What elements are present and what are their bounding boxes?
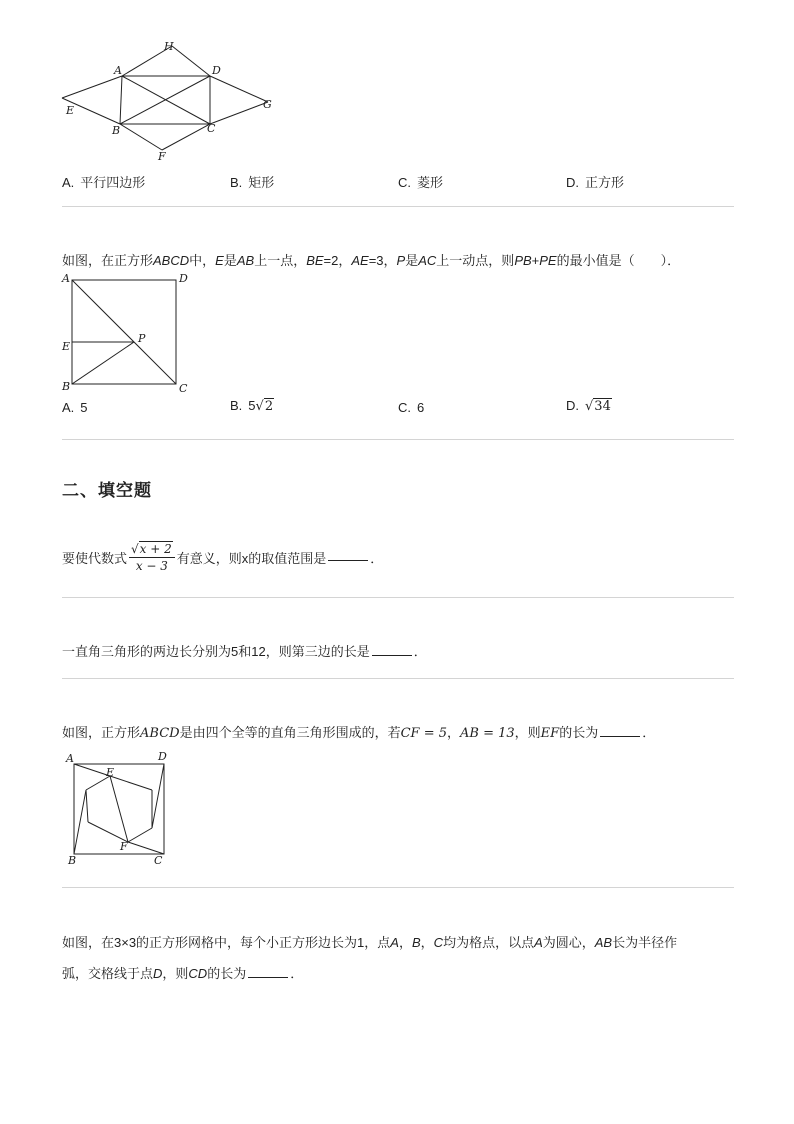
answer-blank[interactable] bbox=[328, 550, 368, 561]
q2-label-P: P bbox=[138, 332, 146, 345]
section-title: 二、填空题 bbox=[62, 481, 152, 501]
answer-blank[interactable] bbox=[248, 967, 288, 978]
option-label: C. bbox=[398, 175, 411, 190]
q5-label-E: E bbox=[106, 766, 115, 779]
q2-option-b[interactable]: B. 5√2 bbox=[230, 398, 274, 414]
answer-blank[interactable] bbox=[372, 645, 412, 656]
q2-label-D: D bbox=[179, 272, 188, 285]
q5-label-B: B bbox=[68, 854, 77, 866]
option-label: B. bbox=[230, 175, 243, 190]
divider bbox=[62, 678, 734, 679]
q1-label-D: D bbox=[212, 64, 221, 77]
q5-stem: 如图，正方形ABCD是由四个全等的直角三角形围成的，若CF = 5，AB = 13，则EF的长为 ． bbox=[62, 725, 656, 741]
q1-label-C: C bbox=[207, 122, 216, 135]
option-text: 菱形 bbox=[417, 175, 444, 190]
q2-label-A: A bbox=[62, 272, 70, 285]
q2-label-C: C bbox=[179, 382, 188, 395]
q1-option-b[interactable] bbox=[230, 172, 274, 191]
q2-label-E: E bbox=[62, 340, 71, 353]
q1-option-d[interactable] bbox=[566, 172, 624, 191]
q5-label-F: F bbox=[120, 840, 128, 853]
option-label: A. bbox=[62, 175, 75, 190]
q3-stem: 要使代数式 $\frac{√x + 2}{x - 3}$ 有意义，则x的取值范围是 ． bbox=[62, 542, 384, 573]
option-text: 矩形 bbox=[248, 175, 275, 190]
q2-option-d[interactable]: D. √34 bbox=[566, 398, 611, 414]
divider bbox=[62, 439, 734, 440]
q5-label-C: C bbox=[154, 854, 163, 866]
q5-figure bbox=[62, 748, 174, 866]
divider bbox=[62, 597, 734, 598]
q1-label-G: G bbox=[263, 98, 272, 111]
q1-line-EG-upper bbox=[62, 76, 122, 98]
option-text: 正方形 bbox=[585, 175, 625, 190]
q1-option-a[interactable] bbox=[62, 172, 145, 191]
q1-figure bbox=[60, 38, 290, 166]
q1-label-E: E bbox=[66, 104, 75, 117]
q1-label-H: H bbox=[164, 40, 174, 53]
q2-label-B: B bbox=[62, 380, 71, 393]
q5-label-A: A bbox=[66, 752, 74, 765]
q2-stem: 如图，在正方形ABCD中，E是AB上一点，BE=2，AE=3，P是AC上一动点，则PB+PE的最小值是（ ）． bbox=[62, 253, 681, 268]
q2-figure bbox=[58, 272, 198, 396]
q6-stem-line2: 弧，交格线于点D，则CD的长为 ． bbox=[62, 966, 304, 981]
divider bbox=[62, 887, 734, 888]
q1-label-A: A bbox=[114, 64, 122, 77]
option-label: D. bbox=[566, 175, 579, 190]
q5-label-D: D bbox=[158, 750, 167, 763]
q2-option-a[interactable]: A. 5 bbox=[62, 400, 88, 415]
divider bbox=[62, 206, 734, 207]
q1-label-B: B bbox=[112, 124, 121, 137]
q3-fraction: $\frac{√x + 2}{x - 3}$ bbox=[129, 542, 175, 573]
q4-stem: 一直角三角形的两边长分别为5和12，则第三边的长是 ． bbox=[62, 644, 427, 659]
answer-blank[interactable] bbox=[600, 726, 640, 737]
q6-stem-line1: 如图，在3×3的正方形网格中，每个小正方形边长为1，点A，B，C均为格点，以点A为圆心，AB长为半径作 bbox=[62, 935, 678, 950]
q1-label-F: F bbox=[158, 150, 166, 163]
q2-option-c[interactable]: C. 6 bbox=[398, 400, 425, 415]
q1-option-c[interactable] bbox=[398, 172, 443, 191]
option-text: 平行四边形 bbox=[80, 175, 146, 190]
